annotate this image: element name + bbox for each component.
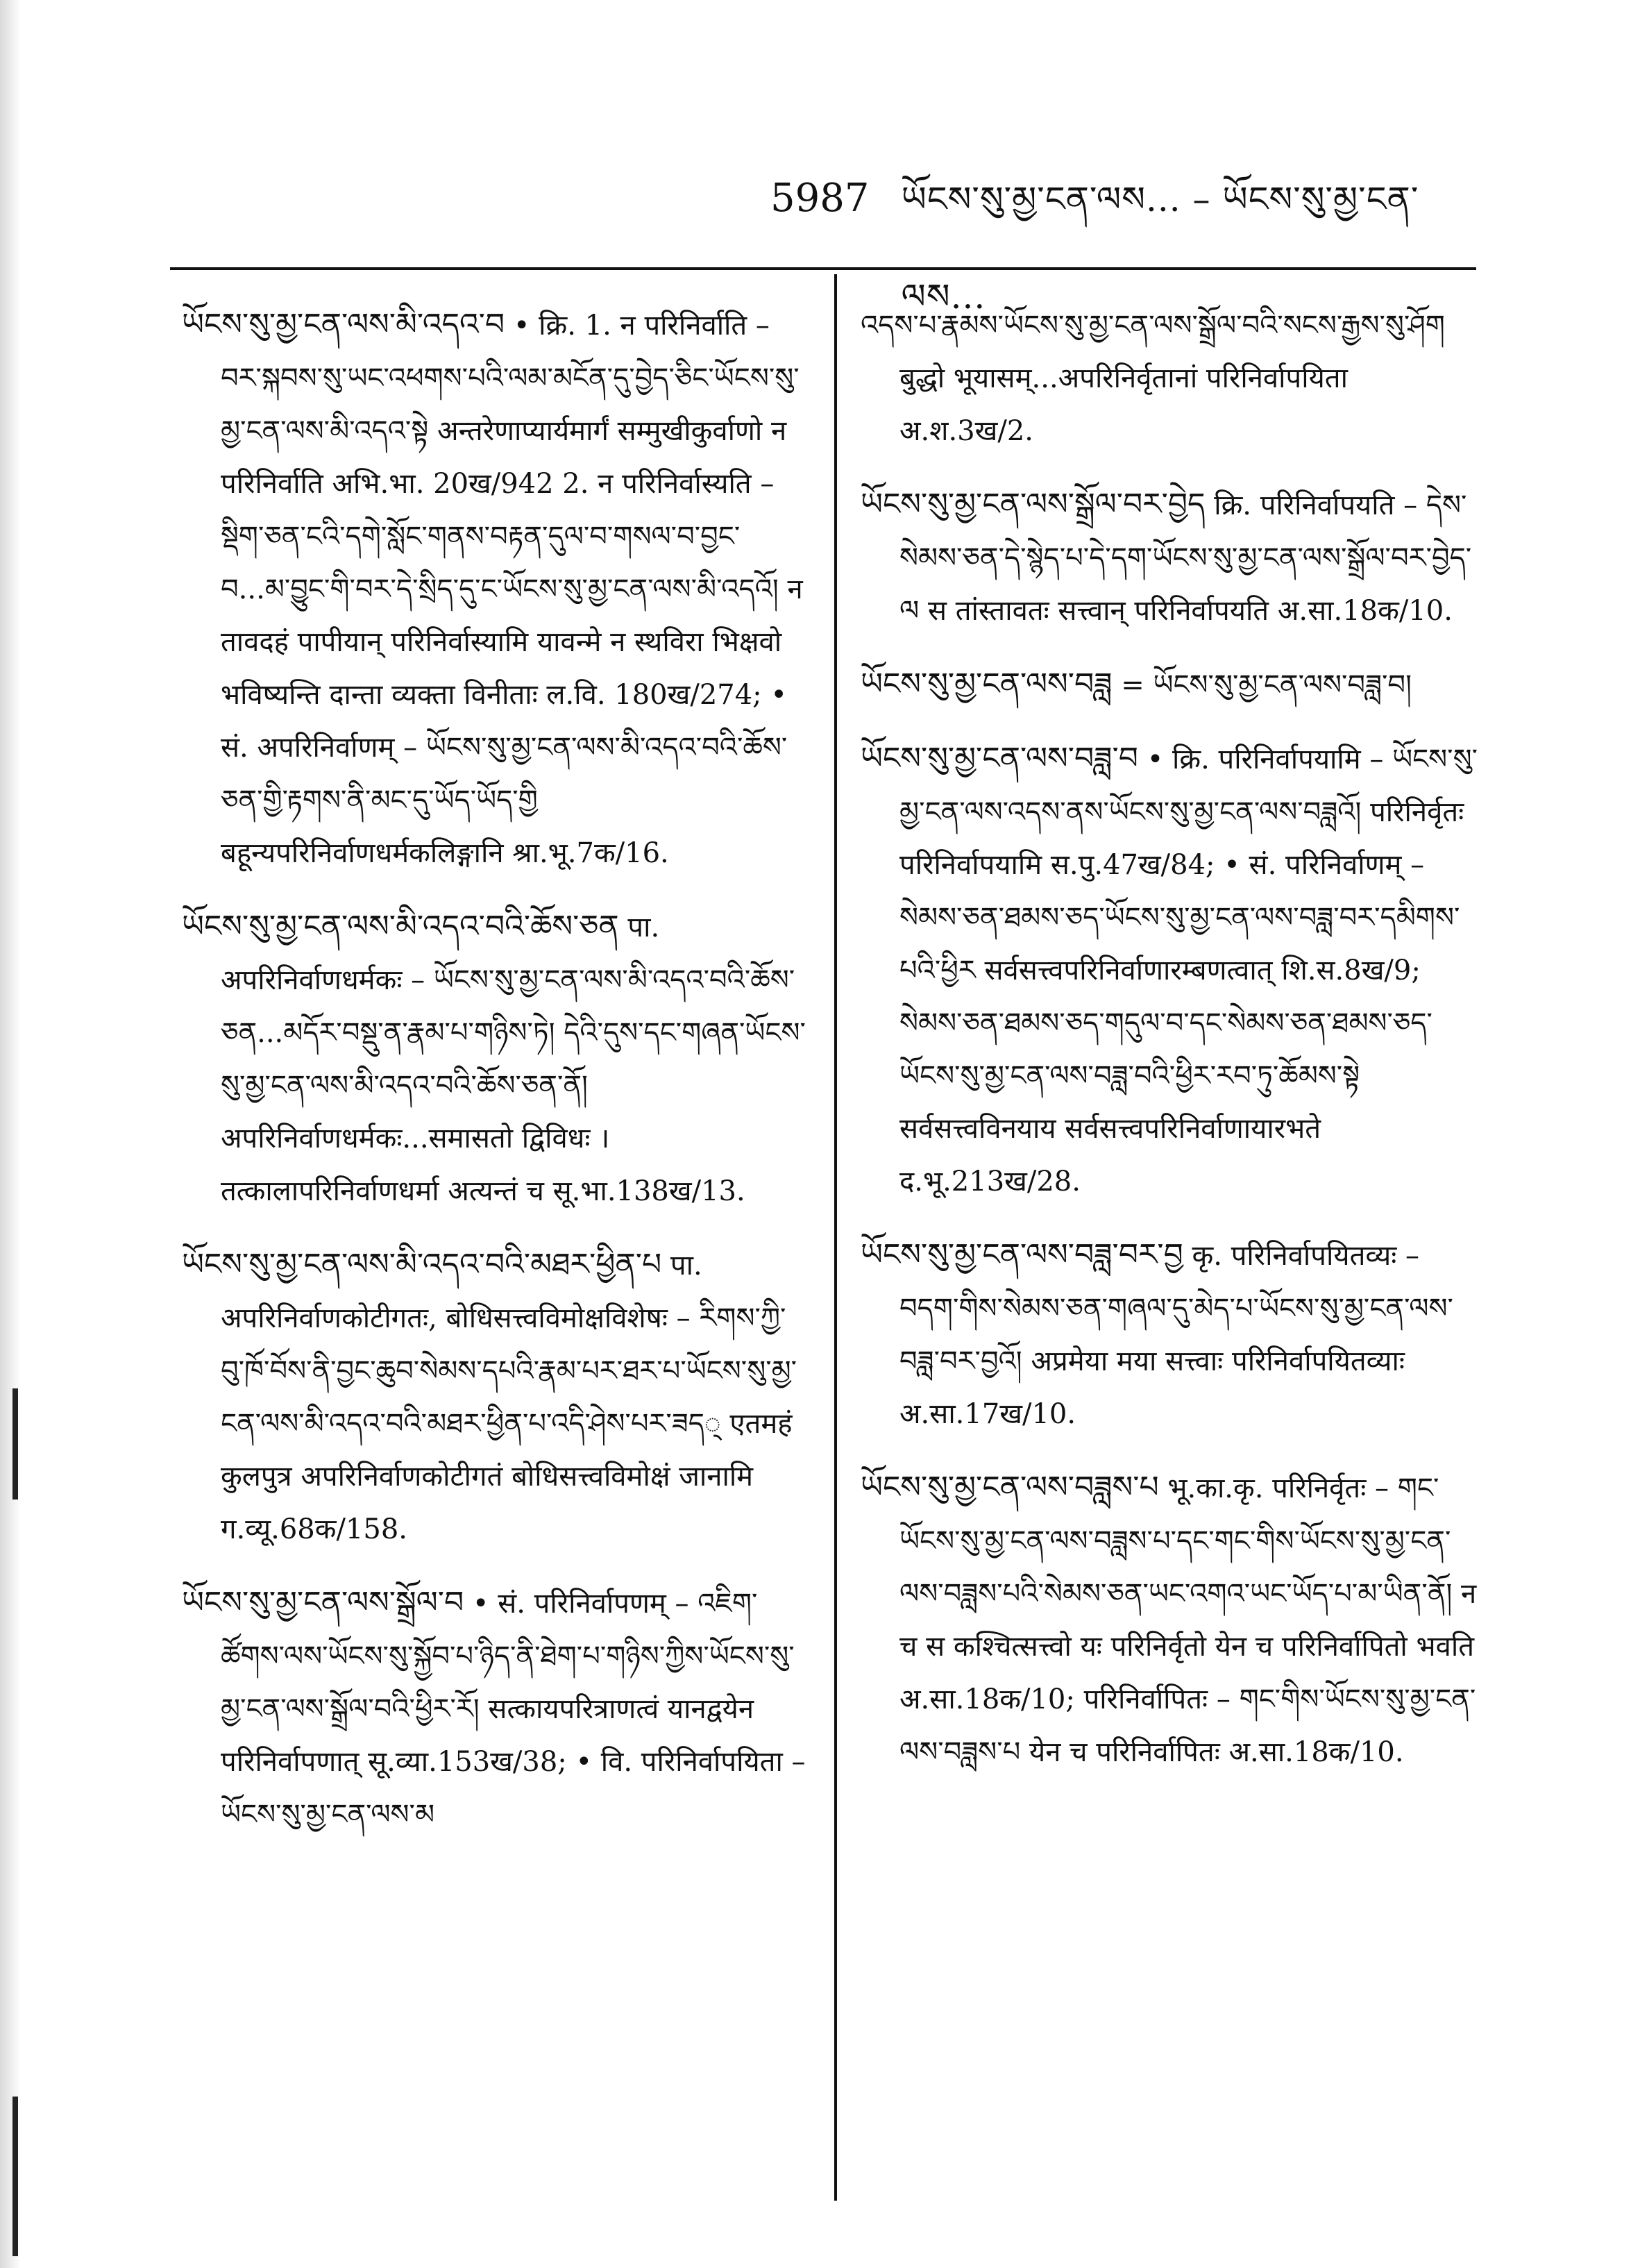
dictionary-entry (861, 1229, 1478, 1440)
dictionary-entry-continued (861, 299, 1478, 457)
dictionary-entry (861, 658, 1478, 712)
entry-headword: ཡོངས་སུ་མྱ་ངན་ལས་བཟླ (861, 666, 1113, 702)
right-column (861, 299, 1478, 1799)
entry-headword: ཡོངས་སུ་མྱ་ངན་ལས་སྒྲོལ་བ (182, 1585, 464, 1620)
entry-headword: ཡོངས་སུ་མྱ་ངན་ལས་མི་འདའ་བ (182, 307, 505, 342)
entry-body: पा. अपरिनिर्वाणधर्मकः – ཡོངས་སུ་མྱ་ངན་ལས་མི་འདའ་བའི་ཆོས་ཅན...མདོར་བསྡུ་ན་རྣམ་པ་གཉིས་ཏེ། དེའི་དུས་དང་གཞན་ཡོངས་སུ་མྱ་ངན་ལས་མི་འདའ་བའི་ཆོས་ཅན་ནོ། अपरिनिर्वाणधर्मकः...समासतो द्विविधः । तत्कालापरिनिर्वाणधर्मा अत्यन्तं च सू.भा.138ख/13. (221, 912, 806, 1207)
entry-body: འདས་པ་རྣམས་ཡོངས་སུ་མྱ་ངན་ལས་སྒྲོལ་བའི་སངས་རྒྱས་སུ་ཤོག बुद्धो भूयासम्...अपरिनिर्वृतानां परिनिर्वापयिता अ.श.3ख/2. (861, 310, 1445, 447)
dictionary-entry (861, 478, 1478, 637)
entry-body: कृ. परिनिर्वापयितव्यः – བདག་གིས་སེམས་ཅན་གཞལ་དུ་མེད་པ་ཡོངས་སུ་མྱ་ངན་ལས་བཟླ་བར་བྱའོ། अप्रमेया मया सत्त्वाः परिनिर्वापयितव्याः अ.सा.17ख/10. (899, 1240, 1453, 1430)
entry-headword: ཡོངས་སུ་མྱ་ངན་ལས་བཟླ་བ (861, 741, 1138, 776)
dictionary-entry (182, 299, 806, 880)
entry-body: = ཡོངས་སུ་མྱ་ངན་ལས་བཟླ་བ། (1121, 669, 1412, 701)
scan-edge-mark (12, 1388, 18, 1500)
dictionary-entry (182, 1238, 806, 1556)
dictionary-entry (182, 1577, 806, 1841)
scan-edge-mark (12, 2097, 18, 2256)
left-column (182, 299, 806, 1862)
entry-headword: ཡོངས་སུ་མྱ་ངན་ལས་བཟླས་པ (861, 1470, 1159, 1505)
running-head: ཡོངས་སུ་མྱ་ངན་ལས... – ཡོངས་སུ་མྱ་ངན་ལས... (901, 179, 1419, 317)
entry-body: भू.का.कृ. परिनिर्वृतः – གང་ཡོངས་སུ་མྱ་ངན་ལས་བཟླས་པ་དང་གང་གིས་ཡོངས་སུ་མྱ་ངན་ལས་བཟླས་པའི་སེམས་ཅན་ཡང་འགའ་ཡང་ཡོད་པ་མ་ཡིན་ནོ། न च स कश्चित्सत्त्वो यः परिनिर्वृतो येन च परिनिर्वापितो भवति अ.सा.18क/10; परिनिर्वापितः – གང་གིས་ཡོངས་སུ་མྱ་ངན་ལས་བཟླས་པ येन च परिनिर्वापितः अ.सा.18क/10. (899, 1472, 1477, 1768)
entry-body: • क्रि. 1. न परिनिर्वाति – བར་སྐབས་སུ་ཡང་འཕགས་པའི་ལམ་མངོན་དུ་བྱེད་ཅིང་ཡོངས་སུ་མྱ་ངན་ལས་མི་འདའ་སྟེ अन्तरेणाप्यार्यमार्गं सम्मुखीकुर्वाणो न परिनिर्वाति अभि.भा. 20ख/942 2. न परिनिर्वास्यति – སྡིག་ཅན་ངའི་དགེ་སློང་གནས་བརྟན་དུལ་བ་གསལ་བ་བྱང་བ...མ་བྱུང་གི་བར་དེ་སྲིད་དུ་ང་ཡོངས་སུ་མྱ་ངན་ལས་མི་འདའོ། न तावदहं पापीयान् परिनिर्वास्यामि यावन्मे न स्थविरा भिक्षवो भविष्यन्ति दान्ता व्यक्ता विनीताः ल.वि. 180ख/274; • सं. अपरिनिर्वाणम् – ཡོངས་སུ་མྱ་ངན་ལས་མི་འདའ་བའི་ཆོས་ཅན་གྱི་རྟགས་ནི་མང་དུ་ཡོད་ཡོད་གྱི बहून्यपरिनिर्वाणधर्मकलिङ्गानि श्रा.भू.7क/16. (221, 310, 803, 869)
entry-headword: ཡོངས་སུ་མྱ་ངན་ལས་མི་འདའ་བའི་མཐར་ཕྱིན་པ (182, 1247, 662, 1282)
entry-body: क्रि. परिनिर्वापयति – དེས་སེམས་ཅན་དེ་སྙེད་པ་དེ་དག་ཡོངས་སུ་མྱ་ངན་ལས་སྒྲོལ་བར་བྱེད་ལ स तांस्तावतः सत्त्वान् परिनिर्वापयति अ.सा.18क/10. (899, 489, 1472, 627)
dictionary-entry (182, 900, 806, 1218)
entry-headword: ཡོངས་སུ་མྱ་ངན་ལས་སྒྲོལ་བར་བྱེད (861, 487, 1206, 522)
scan-edge (0, 0, 21, 2268)
page-number: 5987 (770, 176, 870, 221)
entry-headword: ཡོངས་སུ་མྱ་ངན་ལས་མི་འདའ་བའི་ཆོས་ཅན (182, 909, 619, 944)
entry-body: पा. अपरिनिर्वाणकोटीगतः, बोधिसत्त्वविमोक्षविशेषः – རིགས་ཀྱི་བུ་ཁོ་བོས་ནི་བྱང་ཆུབ་སེམས་དཔའི་རྣམ་པར་ཐར་པ་ཡོངས་སུ་མྱ་ངན་ལས་མི་འདའ་བའི་མཐར་ཕྱིན་པ་འདི་ཤེས་པར་ཟད् एतमहं कुलपुत्र अपरिनिर्वाणकोटीगतं बोधिसत्त्वविमोक्षं जानामि ग.व्यू.68क/158. (221, 1250, 797, 1545)
header-rule (170, 267, 1476, 270)
column-divider (834, 274, 837, 2201)
entry-headword: ཡོངས་སུ་མྱ་ངན་ལས་བཟླ་བར་བྱ (861, 1237, 1183, 1272)
dictionary-entry (861, 732, 1478, 1208)
entry-body: • सं. परिनिर्वापणम् – འཇིག་ཚོགས་ལས་ཡོངས་སུ་སྐྱོབ་པ་ཉིད་ནི་ཐེག་པ་གཉིས་ཀྱིས་ཡོངས་སུ་མྱ་ངན་ལས་སྒྲོལ་བའི་ཕྱིར་རོ། सत्कायपरित्राणत्वं यानद्वयेन परिनिर्वापणात् सू.व्या.153ख/38; • वि. परिनिर्वापयिता – ཡོངས་སུ་མྱ་ངན་ལས་མ (221, 1588, 806, 1831)
dictionary-entry (861, 1461, 1478, 1779)
entry-body: • क्रि. परिनिर्वापयामि – ཡོངས་སུ་མྱ་ངན་ལས་འདས་ནས་ཡོངས་སུ་མྱ་ངན་ལས་བཟླའོ། परिनिर्वृतः परिनिर्वापयामि स.पु.47ख/84; • सं. परिनिर्वाणम् – སེམས་ཅན་ཐམས་ཅད་ཡོངས་སུ་མྱ་ངན་ལས་བཟླ་བར་དམིགས་པའི་ཕྱིར सर्वसत्त्वपरिनिर्वाणारम्बणत्वात् शि.स.8ख/9; སེམས་ཅན་ཐམས་ཅད་གདུལ་བ་དང་སེམས་ཅན་ཐམས་ཅད་ཡོངས་སུ་མྱ་ངན་ལས་བཟླ་བའི་ཕྱིར་རབ་ཏུ་ཆོམས་སྟེ सर्वसत्त्वविनयाय सर्वसत्त्वपरिनिर्वाणायारभते द.भू.213ख/28. (899, 744, 1478, 1198)
